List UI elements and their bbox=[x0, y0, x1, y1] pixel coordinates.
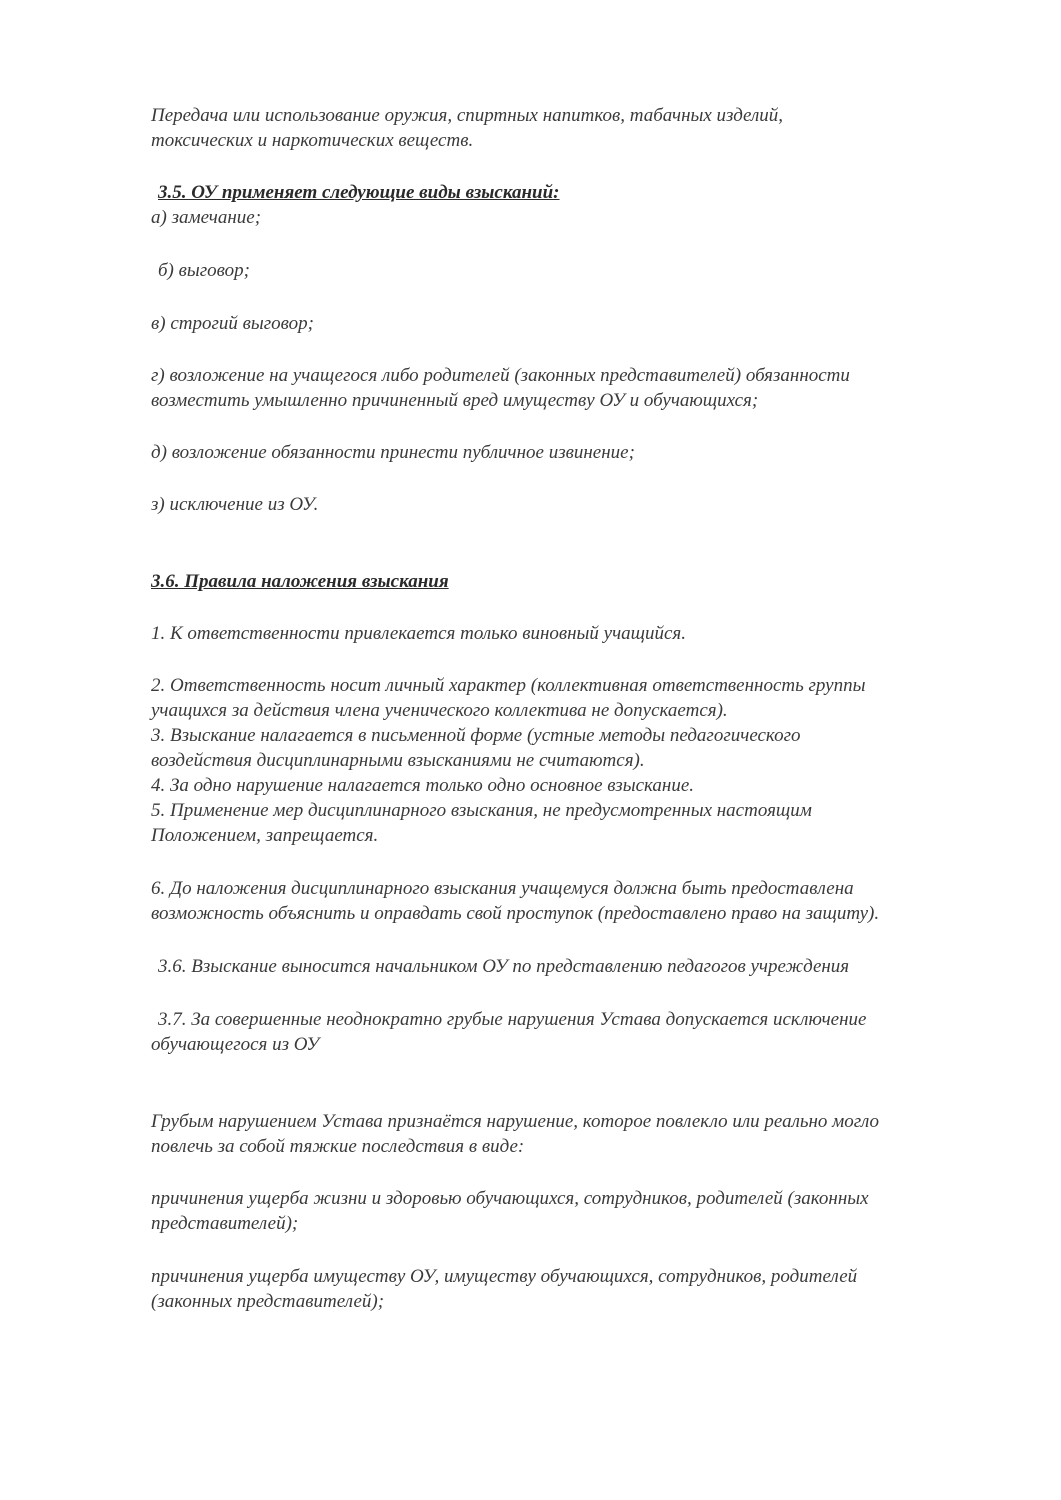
penalty-item-b: б) выговор; bbox=[158, 260, 250, 281]
intro-line-1: Передача или использование оружия, спиртных напитков, табачных изделий, bbox=[151, 105, 784, 126]
rule-line-10: возможность объяснить и оправдать свой проступок (предоставлено право на защиту). bbox=[151, 903, 880, 924]
rule-line-1: 1. К ответственности привлекается только виновный учащийся. bbox=[151, 623, 687, 644]
section-3-6-heading: 3.6. Правила наложения взыскания bbox=[151, 571, 449, 592]
gross-violation-line-1: Грубым нарушением Устава признаётся нарушение, которое повлекло или реально могло bbox=[151, 1111, 879, 1132]
intro-line-2: токсических и наркотических веществ. bbox=[151, 130, 474, 151]
rule-line-3: учащихся за действия члена ученического коллектива не допускается). bbox=[151, 700, 728, 721]
penalty-item-d: д) возложение обязанности принести публичное извинение; bbox=[151, 442, 635, 463]
penalty-item-v: в) строгий выговор; bbox=[151, 313, 314, 334]
rule-line-6: 4. За одно нарушение налагается только одно основное взыскание. bbox=[151, 775, 695, 796]
gross-violation-line-5: причинения ущерба имуществу ОУ, имуществу обучающихся, сотрудников, родителей bbox=[151, 1266, 858, 1287]
rule-line-4: 3. Взыскание налагается в письменной форме (устные методы педагогического bbox=[151, 725, 801, 746]
penalty-item-z: з) исключение из ОУ. bbox=[151, 494, 319, 515]
rule-line-7: 5. Применение мер дисциплинарного взыскания, не предусмотренных настоящим bbox=[151, 800, 812, 821]
gross-violation-line-3: причинения ущерба жизни и здоровью обучающихся, сотрудников, родителей (законных bbox=[151, 1188, 869, 1209]
gross-violation-line-4: представителей); bbox=[151, 1213, 299, 1234]
gross-violation-line-2: повлечь за собой тяжкие последствия в виде: bbox=[151, 1136, 525, 1157]
penalty-item-g-line-2: возместить умышленно причиненный вред имуществу ОУ и обучающихся; bbox=[151, 390, 759, 411]
rule-line-5: воздействия дисциплинарными взысканиями не считаются). bbox=[151, 750, 645, 771]
gross-violation-line-6: (законных представителей); bbox=[151, 1291, 385, 1312]
rule-line-12: 3.7. За совершенные неоднократно грубые нарушения Устава допускается исключение bbox=[158, 1009, 867, 1030]
penalty-item-g-line-1: г) возложение на учащегося либо родителей (законных представителей) обязанности bbox=[151, 365, 850, 386]
rule-line-8: Положением, запрещается. bbox=[151, 825, 379, 846]
rule-line-11: 3.6. Взыскание выносится начальником ОУ по представлению педагогов учреждения bbox=[158, 956, 850, 977]
penalty-item-a: а) замечание; bbox=[151, 207, 262, 228]
rule-line-13: обучающегося из ОУ bbox=[151, 1034, 320, 1055]
section-3-5-heading: 3.5. ОУ применяет следующие виды взысканий: bbox=[158, 182, 560, 203]
rule-line-2: 2. Ответственность носит личный характер (коллективная ответственность группы bbox=[151, 675, 866, 696]
rule-line-9: 6. До наложения дисциплинарного взыскания учащемуся должна быть предоставлена bbox=[151, 878, 854, 899]
